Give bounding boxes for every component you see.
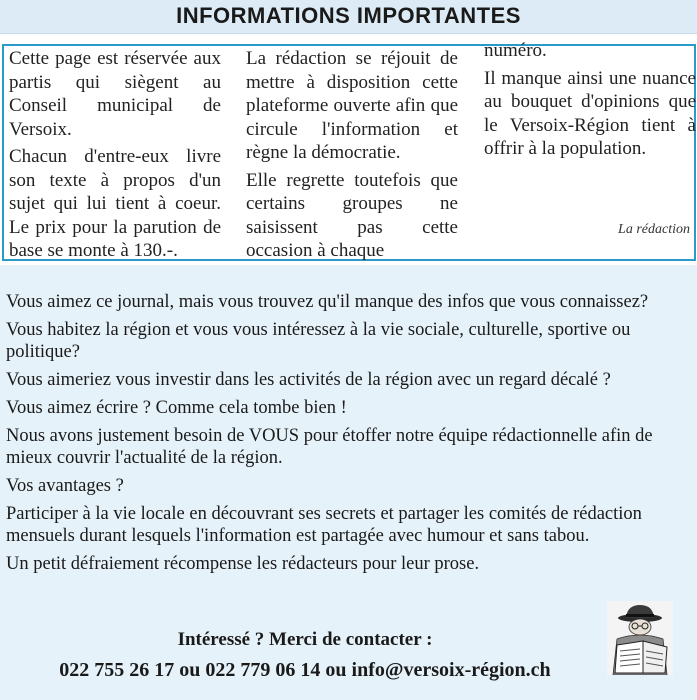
recruitment-line: Vous aimez écrire ? Comme cela tombe bien ! <box>6 398 347 418</box>
recruitment-line: Vous aimeriez vous investir dans les activités de la région avec un regard décalé ? <box>6 370 611 390</box>
notice-paragraph: Il manque ainsi une nuance au bouquet d'opinions que le Versoix-Région tient à offrir à la population. <box>484 67 696 159</box>
page-title: INFORMATIONS IMPORTANTES <box>176 3 521 28</box>
notice-paragraph: Cette page est réservée aux partis qui siègent au Conseil municipal de Versoix. <box>9 48 221 140</box>
notice-paragraph: Chacun d'entre-eux livre son texte à propos d'un sujet qui lui tient à coeur. Le prix pour la parution de base se monte à 130.-. <box>9 146 221 261</box>
editorial-signature: La rédaction <box>618 222 690 237</box>
recruitment-text <box>6 291 686 581</box>
recruitment-line: Nous avons justement besoin de VOUS pour étoffer notre équipe rédactionnelle afin de mieux couvrir l'actualité de la région. <box>6 426 653 468</box>
header-banner <box>0 0 697 34</box>
notice-column-3 <box>484 40 696 165</box>
notice-paragraph: La rédaction se réjouit de mettre à disposition cette plateforme ouverte afin que circule l'information et règne la démocratie. <box>246 48 458 163</box>
recruitment-line: Vos avantages ? <box>6 476 124 496</box>
contact-label: Intéressé ? Merci de contacter : <box>177 629 433 650</box>
notice-column-1 <box>9 46 221 267</box>
contact-details[interactable]: 022 755 26 17 ou 022 779 06 14 ou info@versoix-région.ch <box>59 659 551 681</box>
notice-column-2 <box>246 46 458 267</box>
recruitment-line: Vous aimez ce journal, mais vous trouvez qu'il manque des infos que vous connaissez? <box>6 292 649 312</box>
notice-box <box>2 40 696 261</box>
recruitment-line: Vous habitez la région et vous vous intéressez à la vie sociale, culturelle, sportive ou politique? <box>6 320 631 362</box>
newspaper-reader-icon <box>607 601 673 675</box>
recruitment-line: Participer à la vie locale en découvrant ses secrets et partager les comités de rédaction mensuels durant lesquels l'information est partagée avec humour et sans tabou. <box>6 504 642 546</box>
recruitment-line: Un petit défraiement récompense les rédacteurs pour leur prose. <box>6 554 480 574</box>
notice-paragraph: Elle regrette toutefois que certains groupes ne saisissent pas cette occasion à chaque <box>246 169 458 261</box>
recruitment-panel <box>0 265 697 700</box>
notice-paragraph: numéro. <box>484 40 547 61</box>
